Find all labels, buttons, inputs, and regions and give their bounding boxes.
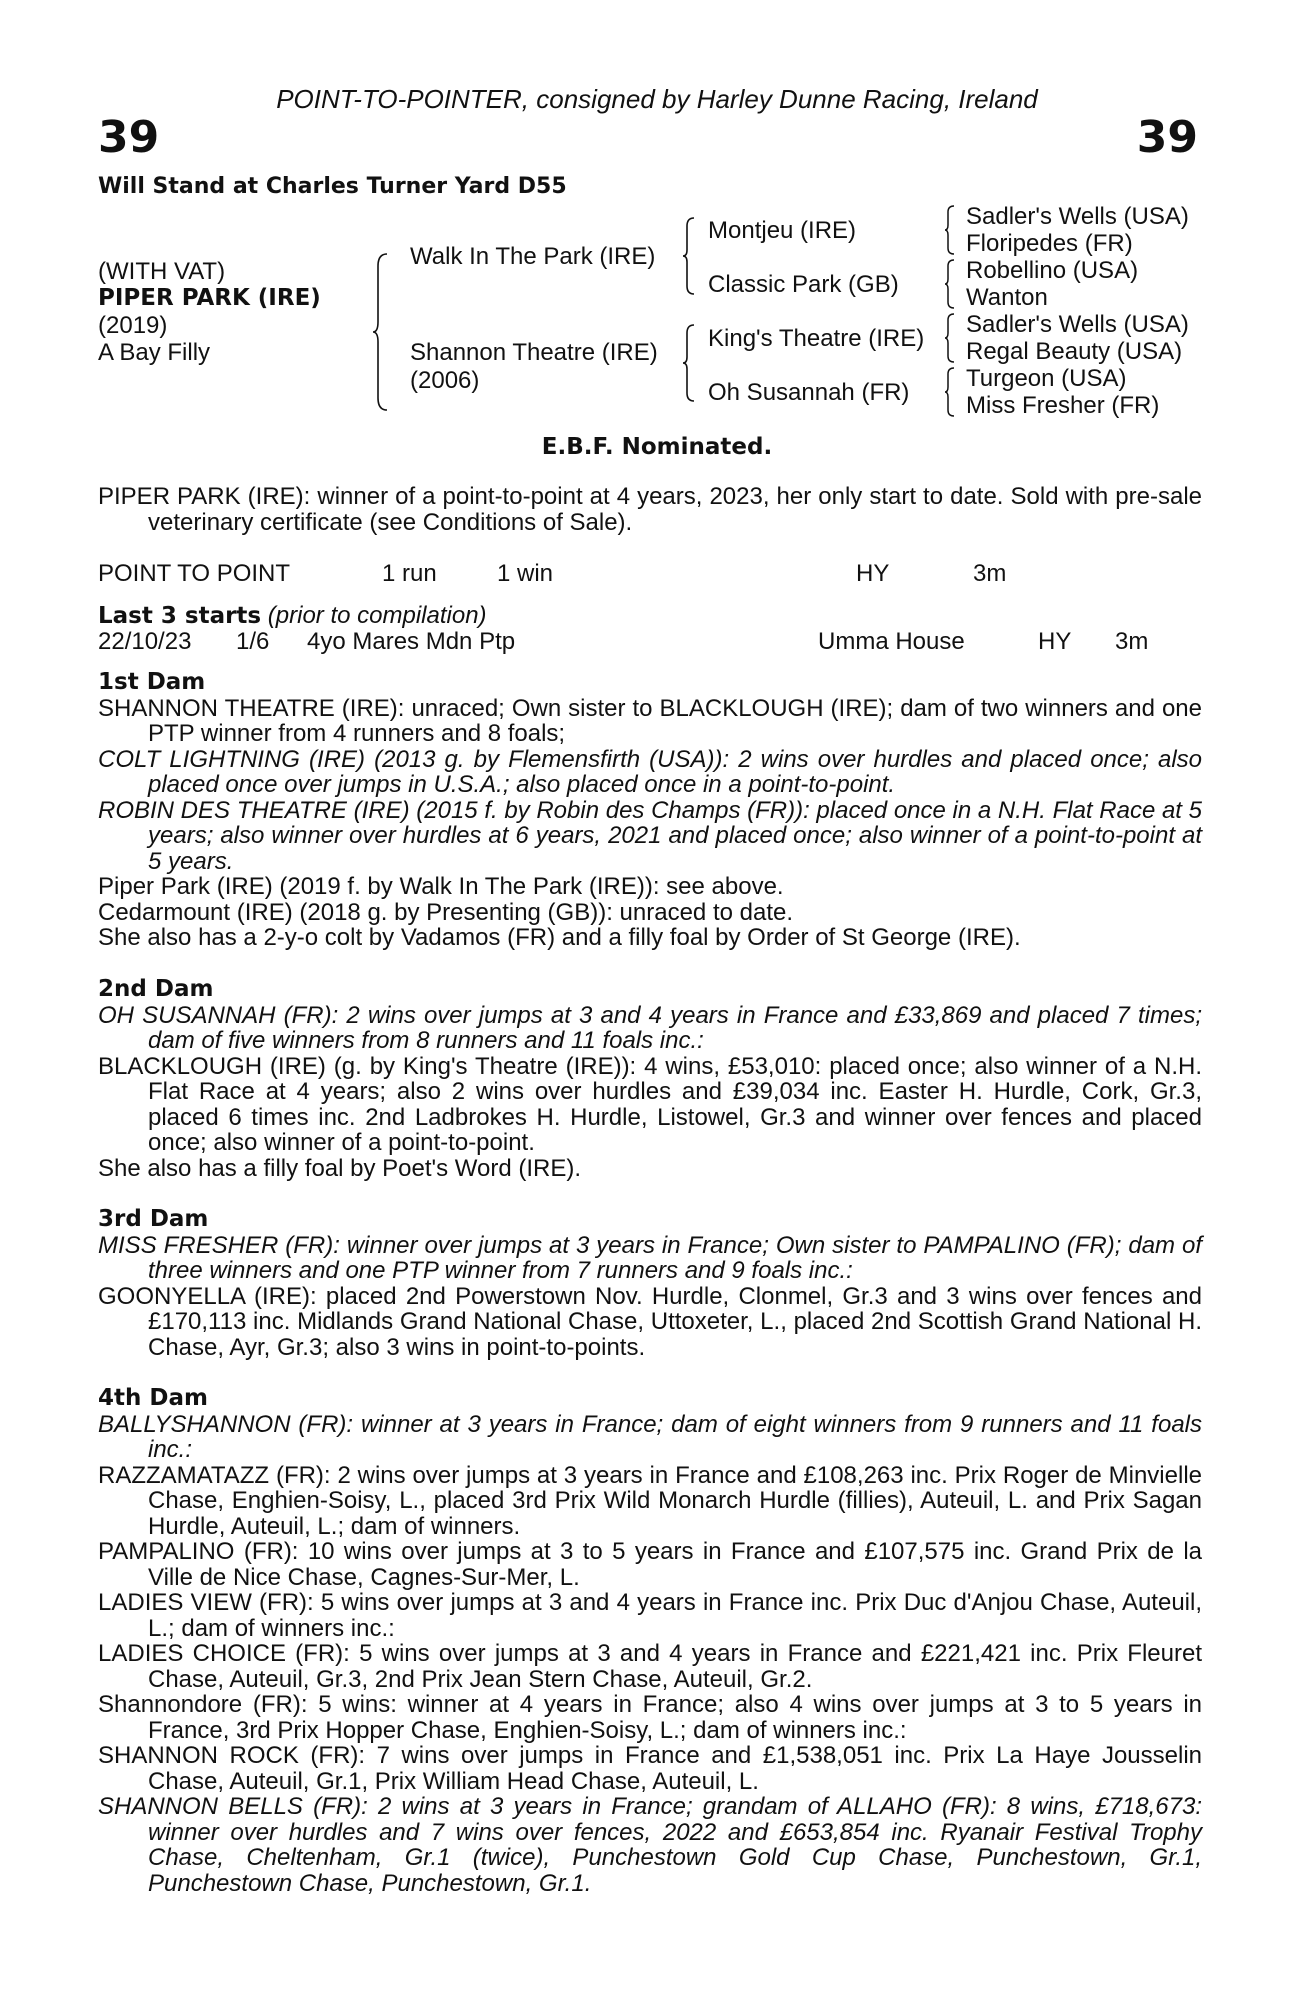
gen3-2: Floripedes (FR)	[966, 230, 1133, 257]
record-label: POINT TO POINT	[98, 560, 291, 587]
progeny-entry: BLACKLOUGH (IRE) (g. by King's Theatre (IRE)): 4 wins, £53,010: placed once; also winner of a N.H. Flat Race at 4 years; also 2 wins over hurdles and £39,034 inc. Easter H. Hurdle, Cork, Gr.3, placed 6 times inc. 2nd Ladbrokes H. Hurdle, Listowel, Gr.3 and winner over fences and placed once; also winner of a point-to-point.	[98, 1052, 1202, 1156]
horse-name: PIPER PARK (IRE)	[98, 285, 321, 311]
gen3-brace-1	[944, 204, 956, 256]
third-dam-section	[98, 1207, 1202, 1360]
dam-name: Shannon Theatre (IRE)	[410, 339, 658, 366]
start-going: HY	[1038, 628, 1072, 655]
progeny-entry: RAZZAMATAZZ (FR): 2 wins over jumps at 3 years in France and £108,263 inc. Prix Roger de Minvielle Chase, Enghien-Soisy, L., placed 3rd Prix Wild Monarch Hurdle (fillies), Auteuil, L. and Prix Sagan Hurdle, Auteuil, L.; dam of winners.	[98, 1461, 1202, 1540]
last-starts-heading: Last 3 starts	[98, 603, 262, 629]
gen3-7: Turgeon (USA)	[966, 365, 1127, 392]
start-race: 4yo Mares Mdn Ptp	[307, 628, 516, 655]
record-distance: 3m	[973, 560, 1007, 587]
gen3-8: Miss Fresher (FR)	[966, 392, 1160, 419]
gen3-brace-2	[944, 258, 956, 310]
record-wins: 1 win	[497, 560, 554, 587]
second-dam-heading: 2nd Dam	[98, 976, 214, 1002]
last-starts-note: (prior to compilation)	[267, 602, 487, 629]
gen2-dam-sire: King's Theatre (IRE)	[708, 325, 925, 352]
horse-description: A Bay Filly	[98, 339, 211, 366]
dam-entry: BALLYSHANNON (FR): winner at 3 years in France; dam of eight winners from 9 runners and 11 foals inc.:	[98, 1410, 1202, 1463]
gen3-brace-3	[944, 312, 956, 364]
vat-note: (WITH VAT)	[98, 258, 226, 285]
sire-name: Walk In The Park (IRE)	[410, 243, 656, 270]
gen2-sire-dam: Classic Park (GB)	[708, 271, 899, 298]
grand-progeny-entry: SHANNON ROCK (FR): 7 wins over jumps in France and £1,538,051 inc. Prix La Haye Jousselin Chase, Auteuil, Gr.1, Prix William Head Chase, Auteuil, L.	[98, 1742, 1202, 1795]
progeny-entry: COLT LIGHTNING (IRE) (2013 g. by Flemensfirth (USA)): 2 wins over hurdles and placed once; also placed once over jumps in U.S.A.; also placed once in a point-to-point.	[98, 745, 1202, 798]
ebf-nomination: E.B.F. Nominated.	[541, 434, 773, 460]
lot-number-left: 39	[98, 112, 160, 163]
progeny-entry: PAMPALINO (FR): 10 wins over jumps at 3 to 5 years in France and £107,575 inc. Grand Prix de la Ville de Nice Chase, Cagnes-Sur-Mer, L.	[98, 1538, 1202, 1591]
start-distance: 3m	[1115, 628, 1149, 655]
second-dam-section	[98, 977, 1202, 1181]
pedigree-brace	[372, 252, 390, 412]
gen3-5: Sadler's Wells (USA)	[966, 311, 1189, 338]
gen3-3: Robellino (USA)	[966, 257, 1139, 284]
sire-brace	[682, 216, 696, 296]
progeny-entry: SHANNON BELLS (FR): 2 wins at 3 years in France; grandam of ALLAHO (FR): 8 wins, £718,673: winner over hurdles and 7 wins over fences, 2022 and £653,854 inc. Ryanair Festival Trophy Chase, Cheltenham, Gr.1 (twice), Punchestown Gold Cup Chase, Punchestown, Gr.1, Punchestown Chase, Punchestown, Gr.1.	[98, 1793, 1202, 1897]
record-going: HY	[856, 560, 890, 587]
intro-text: PIPER PARK (IRE): winner of a point-to-point at 4 years, 2023, her only start to date. Sold with pre-sale veterinary certificate (see Conditions of Sale).	[98, 483, 1202, 536]
progeny-entry: Shannondore (FR): 5 wins: winner at 4 years in France; also 4 wins over jumps at 3 to 5 years in France, 3rd Prix Hopper Chase, Enghien-Soisy, L.; dam of winners inc.:	[98, 1691, 1202, 1744]
first-dam-heading: 1st Dam	[98, 669, 206, 695]
intro-paragraph	[98, 484, 1202, 535]
progeny-entry: ROBIN DES THEATRE (IRE) (2015 f. by Robin des Champs (FR)): placed once in a N.H. Flat Race at 5 years; also winner over hurdles at 6 years, 2021 and placed once; also winner of a point-to-point at 5 years.	[98, 796, 1202, 875]
additional-note: She also has a filly foal by Poet's Word (IRE).	[98, 1154, 582, 1182]
progeny-entry: Cedarmount (IRE) (2018 g. by Presenting (GB)): unraced to date.	[98, 898, 794, 926]
stand-location: Will Stand at Charles Turner Yard D55	[98, 174, 567, 199]
consignment-header: POINT-TO-POINTER, consigned by Harley Dunne Racing, Ireland	[276, 84, 1038, 114]
fourth-dam-section	[98, 1386, 1202, 1896]
gen3-6: Regal Beauty (USA)	[966, 338, 1183, 365]
grand-progeny-entry: LADIES CHOICE (FR): 5 wins over jumps at 3 and 4 years in France and £221,421 inc. Prix Fleuret Chase, Auteuil, Gr.3, 2nd Prix Jean Stern Chase, Auteuil, Gr.2.	[98, 1640, 1202, 1693]
third-dam-heading: 3rd Dam	[98, 1206, 209, 1232]
progeny-entry: LADIES VIEW (FR): 5 wins over jumps at 3 and 4 years in France inc. Prix Duc d'Anjou Chase, Auteuil, L.; dam of winners inc.:	[98, 1589, 1202, 1642]
lot-number-right: 39	[1136, 112, 1198, 163]
horse-year: (2019)	[98, 312, 168, 339]
fourth-dam-heading: 4th Dam	[98, 1385, 208, 1411]
dam-entry: MISS FRESHER (FR): winner over jumps at 3 years in France; Own sister to PAMPALINO (FR); dam of three winners and one PTP winner from 7 runners and 9 foals inc.:	[98, 1231, 1202, 1284]
gen2-sire-sire: Montjeu (IRE)	[708, 217, 857, 244]
dam-entry: SHANNON THEATRE (IRE): unraced; Own sister to BLACKLOUGH (IRE); dam of two winners and one PTP winner from 4 runners and 8 foals;	[98, 694, 1202, 747]
gen2-dam-dam: Oh Susannah (FR)	[708, 379, 910, 406]
progeny-entry: GOONYELLA (IRE): placed 2nd Powerstown Nov. Hurdle, Clonmel, Gr.3 and 3 wins over fences and £170,113 inc. Midlands Grand National Chase, Uttoxeter, L., placed 2nd Scottish Grand National H. Chase, Ayr, Gr.3; also 3 wins in point-to-points.	[98, 1282, 1202, 1361]
additional-note: She also has a 2-y-o colt by Vadamos (FR) and a filly foal by Order of St George (IRE).	[98, 924, 1021, 951]
first-dam-section	[98, 670, 1202, 951]
record-runs: 1 run	[382, 560, 437, 587]
start-position: 1/6	[236, 628, 270, 655]
gen3-1: Sadler's Wells (USA)	[966, 203, 1189, 230]
dam-year: (2006)	[410, 367, 480, 394]
progeny-entry: Piper Park (IRE) (2019 f. by Walk In The Park (IRE)): see above.	[98, 873, 784, 900]
start-course: Umma House	[818, 628, 965, 655]
start-date: 22/10/23	[98, 628, 192, 655]
gen3-brace-4	[944, 366, 956, 418]
dam-entry: OH SUSANNAH (FR): 2 wins over jumps at 3 and 4 years in France and £33,869 and placed 7 times; dam of five winners from 8 runners and 11 foals inc.:	[98, 1001, 1202, 1054]
dam-brace	[682, 323, 696, 403]
gen3-4: Wanton	[966, 284, 1048, 311]
